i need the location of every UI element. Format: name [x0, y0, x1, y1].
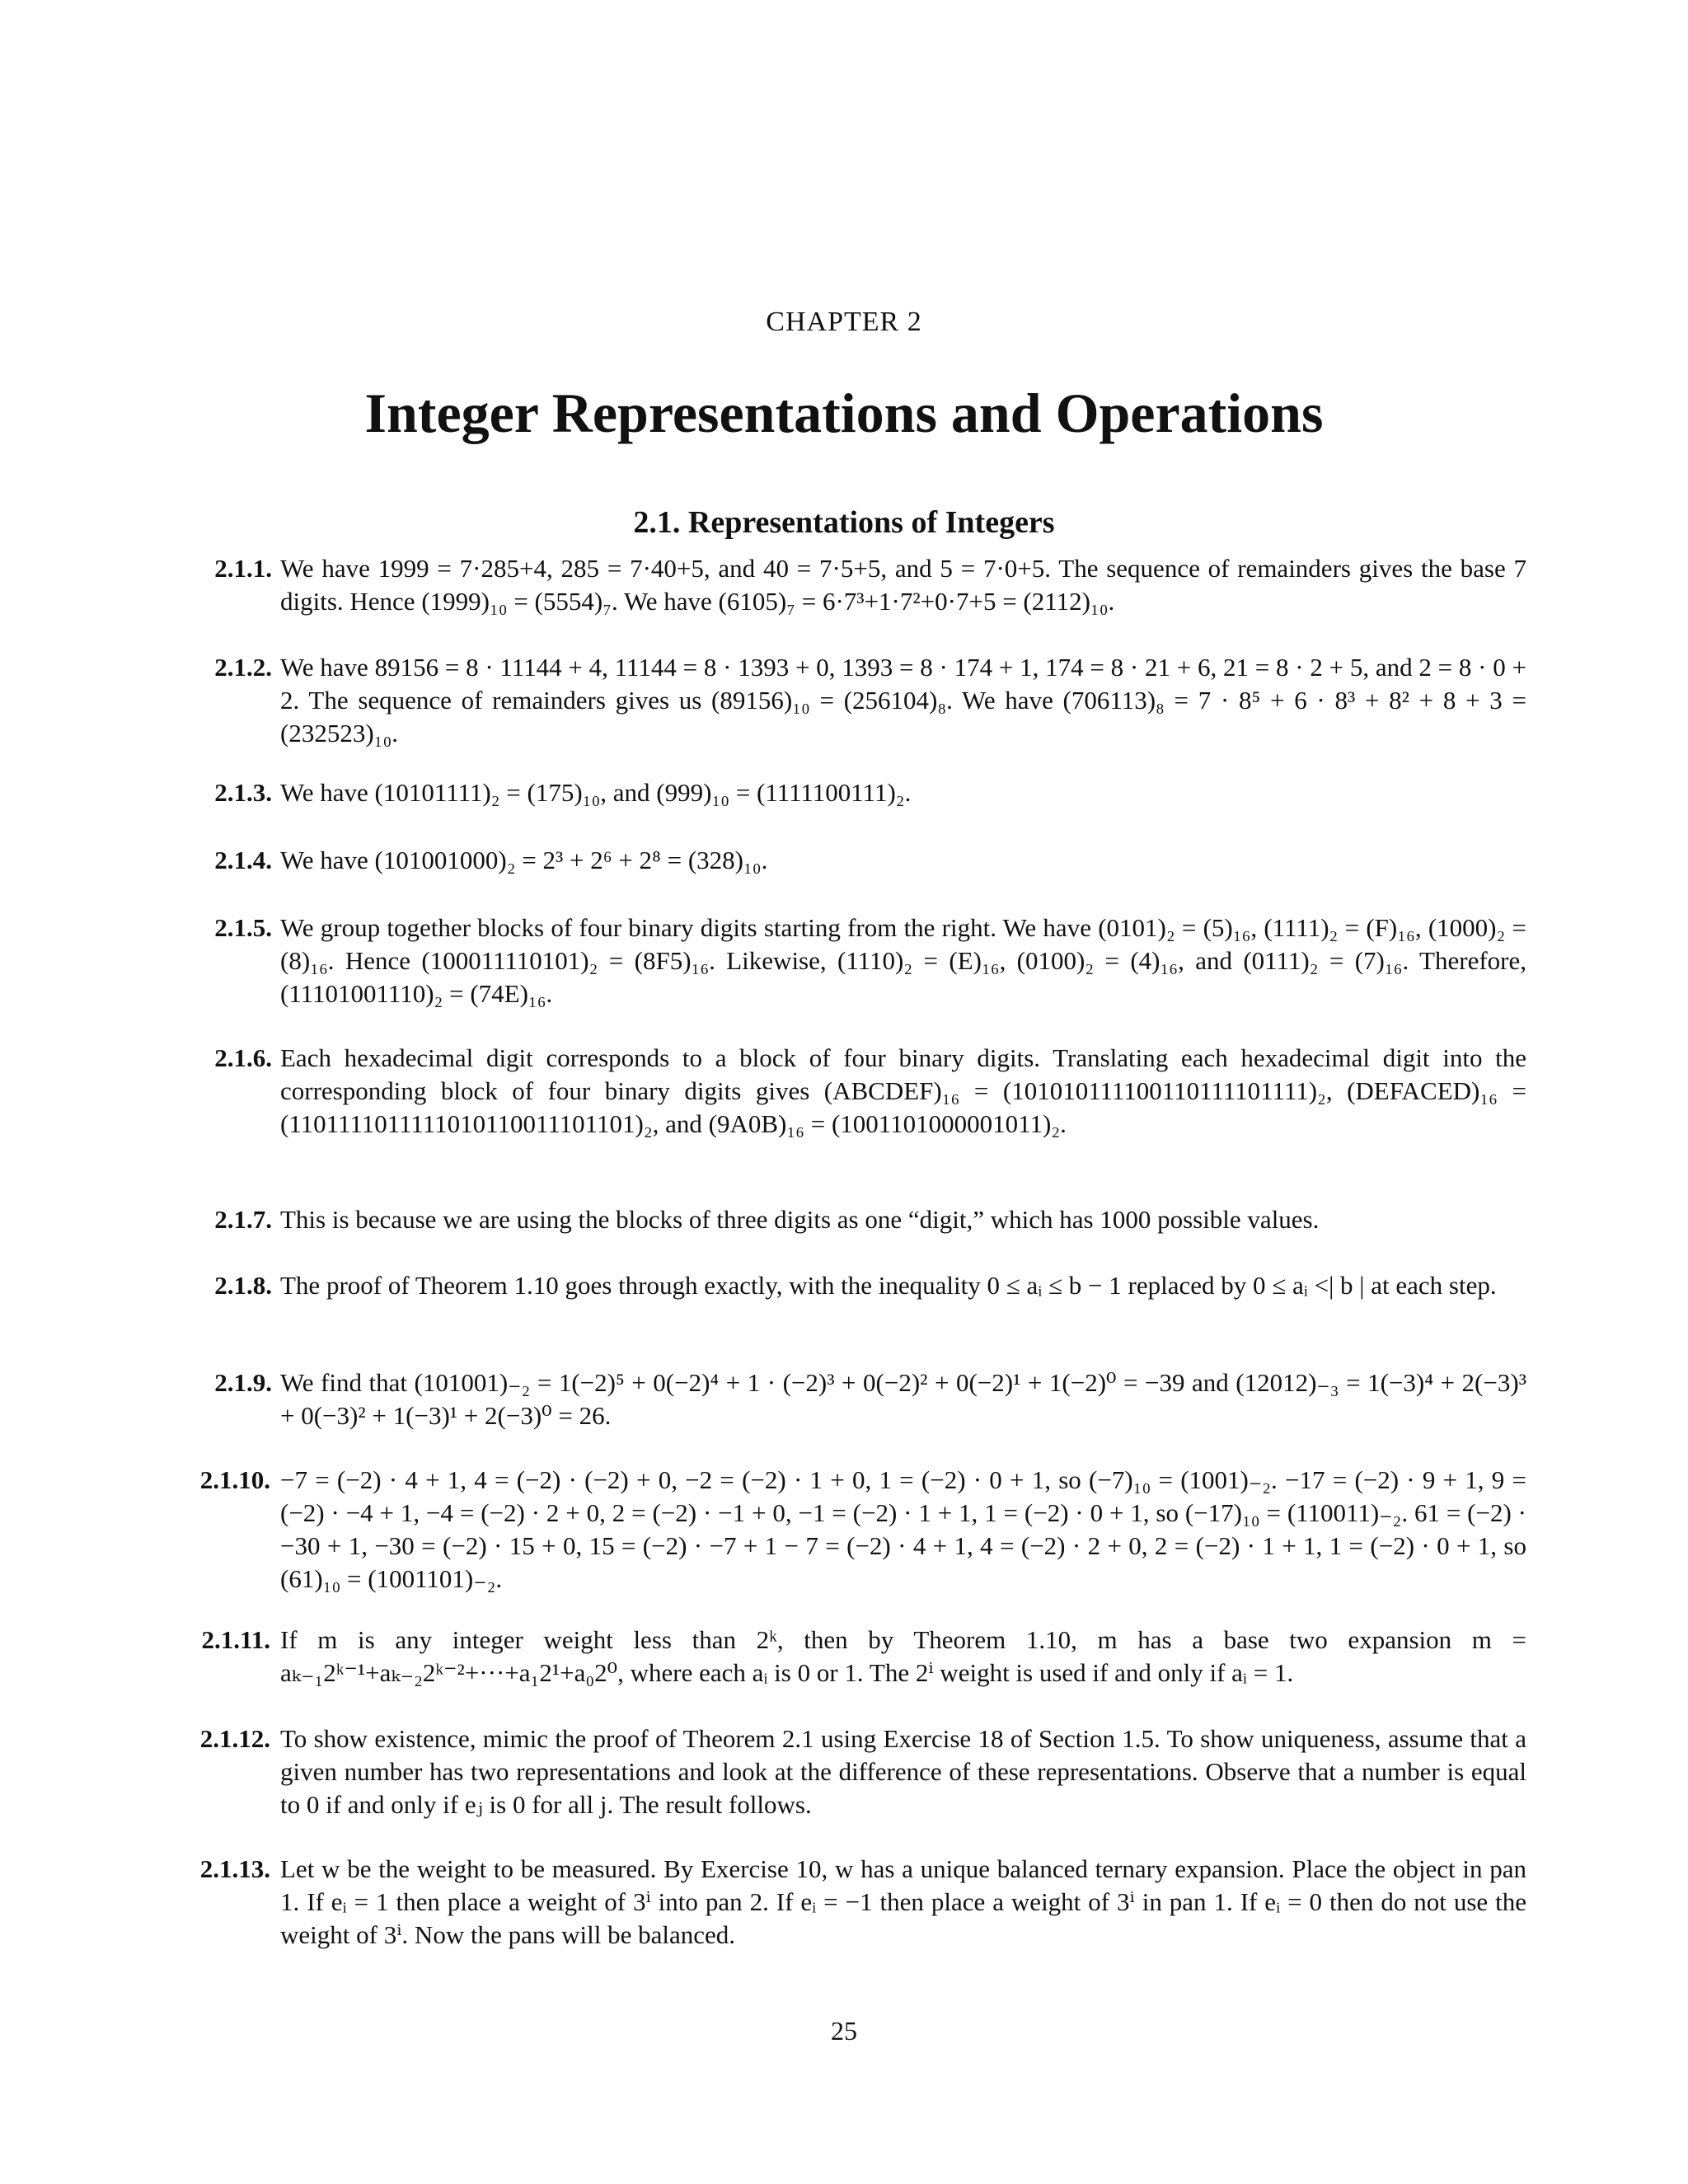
exercise-number: 2.1.1. — [214, 554, 272, 583]
exercise-2-1-10 — [199, 1464, 1526, 1596]
exercise-number: 2.1.7. — [214, 1205, 272, 1234]
exercise-number: 2.1.10. — [199, 1465, 270, 1494]
exercise-text: Each hexadecimal digit corresponds to a block of four binary digits. Translating each hexadecimal digit into the corresponding block of four binary digits gives (ABCDEF)₁₆ = (101010111100110111101111)₂, (DEFACED)₁₆ = (1101111011111010110011101101)₂, and (9A0B)₁₆ = (1001101000001011)₂. — [280, 1043, 1526, 1138]
exercise-number: 2.1.6. — [214, 1043, 272, 1072]
exercise-2-1-13 — [199, 1853, 1526, 1952]
exercise-text: This is because we are using the blocks of three digits as one “digit,” which has 1000 possible values. — [280, 1205, 1320, 1234]
exercise-number: 2.1.2. — [214, 653, 272, 682]
exercise-2-1-2 — [214, 651, 1526, 750]
exercise-number: 2.1.5. — [214, 913, 272, 942]
chapter-title: Integer Representations and Operations — [364, 382, 1324, 444]
exercise-2-1-9 — [214, 1366, 1526, 1432]
exercise-2-1-6 — [214, 1042, 1526, 1141]
exercise-number: 2.1.9. — [214, 1368, 272, 1397]
exercise-text: If m is any integer weight less than 2ᵏ, then by Theorem 1.10, m has a base two expansion m = aₖ₋₁2ᵏ⁻¹+aₖ₋₂2ᵏ⁻²+···+a₁2¹+a₀2⁰, where each aᵢ is 0 or 1. The 2ⁱ weight is used if and only if aᵢ = 1. — [280, 1625, 1526, 1687]
exercise-2-1-12 — [199, 1722, 1526, 1821]
exercise-number: 2.1.11. — [201, 1625, 270, 1654]
exercise-text: −7 = (−2) · 4 + 1, 4 = (−2) · (−2) + 0, −2 = (−2) · 1 + 0, 1 = (−2) · 0 + 1, so (−7)₁₀ = (1001)₋₂. −17 = (−2) · 9 + 1, 9 = (−2) · −4 + 1, −4 = (−2) · 2 + 0, 2 = (−2) · −1 + 0, −1 = (−2) · 1 + 1, 1 = (−2) · 0 + 1, so (−17)₁₀ = (110011)₋₂. 61 = (−2) · −30 + 1, −30 = (−2) · 15 + 0, 15 = (−2) · −7 + 1 − 7 = (−2) · 4 + 1, 4 = (−2) · 2 + 0, 2 = (−2) · 1 + 1, 1 = (−2) · 0 + 1, so (61)₁₀ = (1001101)₋₂. — [280, 1465, 1526, 1593]
exercise-2-1-4 — [214, 844, 1526, 877]
exercise-2-1-1 — [214, 552, 1526, 618]
page-number: 25 — [831, 2016, 857, 2046]
exercise-text: We have (10101111)₂ = (175)₁₀, and (999)₁₀ = (1111100111)₂. — [280, 778, 912, 807]
exercise-number: 2.1.12. — [199, 1724, 270, 1753]
exercise-text: We have 89156 = 8 · 11144 + 4, 11144 = 8 · 1393 + 0, 1393 = 8 · 174 + 1, 174 = 8 · 21 + 6, 21 = 8 · 2 + 5, and 2 = 8 · 0 + 2. The sequence of remainders gives us (89156)₁₀ = (256104)₈. We have (706113)₈ = 7 · 8⁵ + 6 · 8³ + 8² + 8 + 3 = (232523)₁₀. — [280, 653, 1526, 748]
exercise-text: We group together blocks of four binary digits starting from the right. We have (0101)₂ = (5)₁₆, (1111)₂ = (F)₁₆, (1000)₂ = (8)₁₆. Hence (100011110101)₂ = (8F5)₁₆. Likewise, (1110)₂ = (E)₁₆, (0100)₂ = (4)₁₆, and (0111)₂ = (7)₁₆. Therefore, (11101001110)₂ = (74E)₁₆. — [280, 913, 1526, 1008]
exercise-text: To show existence, mimic the proof of Theorem 2.1 using Exercise 18 of Section 1.5. To show uniqueness, assume that a given number has two representations and look at the difference of these representations. Observe that a number is equal to 0 if and only if eⱼ is 0 for all j. The result follows. — [280, 1724, 1526, 1819]
exercise-number: 2.1.13. — [199, 1854, 270, 1883]
exercise-number: 2.1.4. — [214, 846, 272, 874]
exercise-2-1-8 — [214, 1269, 1526, 1302]
exercise-text: Let w be the weight to be measured. By Exercise 10, w has a unique balanced ternary expansion. Place the object in pan 1. If eᵢ = 1 then place a weight of 3ⁱ into pan 2. If eᵢ = −1 then place a weight of 3ⁱ in pan 1. If eᵢ = 0 then do not use the weight of 3ⁱ. Now the pans will be balanced. — [280, 1854, 1526, 1949]
exercise-text: We have 1999 = 7·285+4, 285 = 7·40+5, and 40 = 7·5+5, and 5 = 7·0+5. The sequence of remainders gives the base 7 digits. Hence (1999)₁₀ = (5554)₇. We have (6105)₇ = 6·7³+1·7²+0·7+5 = (2112)₁₀. — [280, 554, 1526, 616]
section-title: 2.1. Representations of Integers — [633, 505, 1055, 540]
exercise-2-1-7 — [214, 1203, 1526, 1236]
exercise-2-1-5 — [214, 912, 1526, 1010]
exercise-text: We find that (101001)₋₂ = 1(−2)⁵ + 0(−2)⁴ + 1 · (−2)³ + 0(−2)² + 0(−2)¹ + 1(−2)⁰ = −39 and (12012)₋₃ = 1(−3)⁴ + 2(−3)³ + 0(−3)² + 1(−3)¹ + 2(−3)⁰ = 26. — [280, 1368, 1526, 1430]
exercise-number: 2.1.3. — [214, 778, 272, 807]
exercise-2-1-3 — [214, 776, 1526, 809]
exercise-number: 2.1.8. — [214, 1271, 272, 1300]
chapter-label: CHAPTER 2 — [766, 307, 922, 337]
exercise-text: We have (101001000)₂ = 2³ + 2⁶ + 2⁸ = (328)₁₀. — [280, 846, 768, 874]
exercise-text: The proof of Theorem 1.10 goes through exactly, with the inequality 0 ≤ aᵢ ≤ b − 1 replaced by 0 ≤ aᵢ <| b | at each step. — [280, 1271, 1497, 1300]
exercise-2-1-11 — [201, 1624, 1526, 1690]
